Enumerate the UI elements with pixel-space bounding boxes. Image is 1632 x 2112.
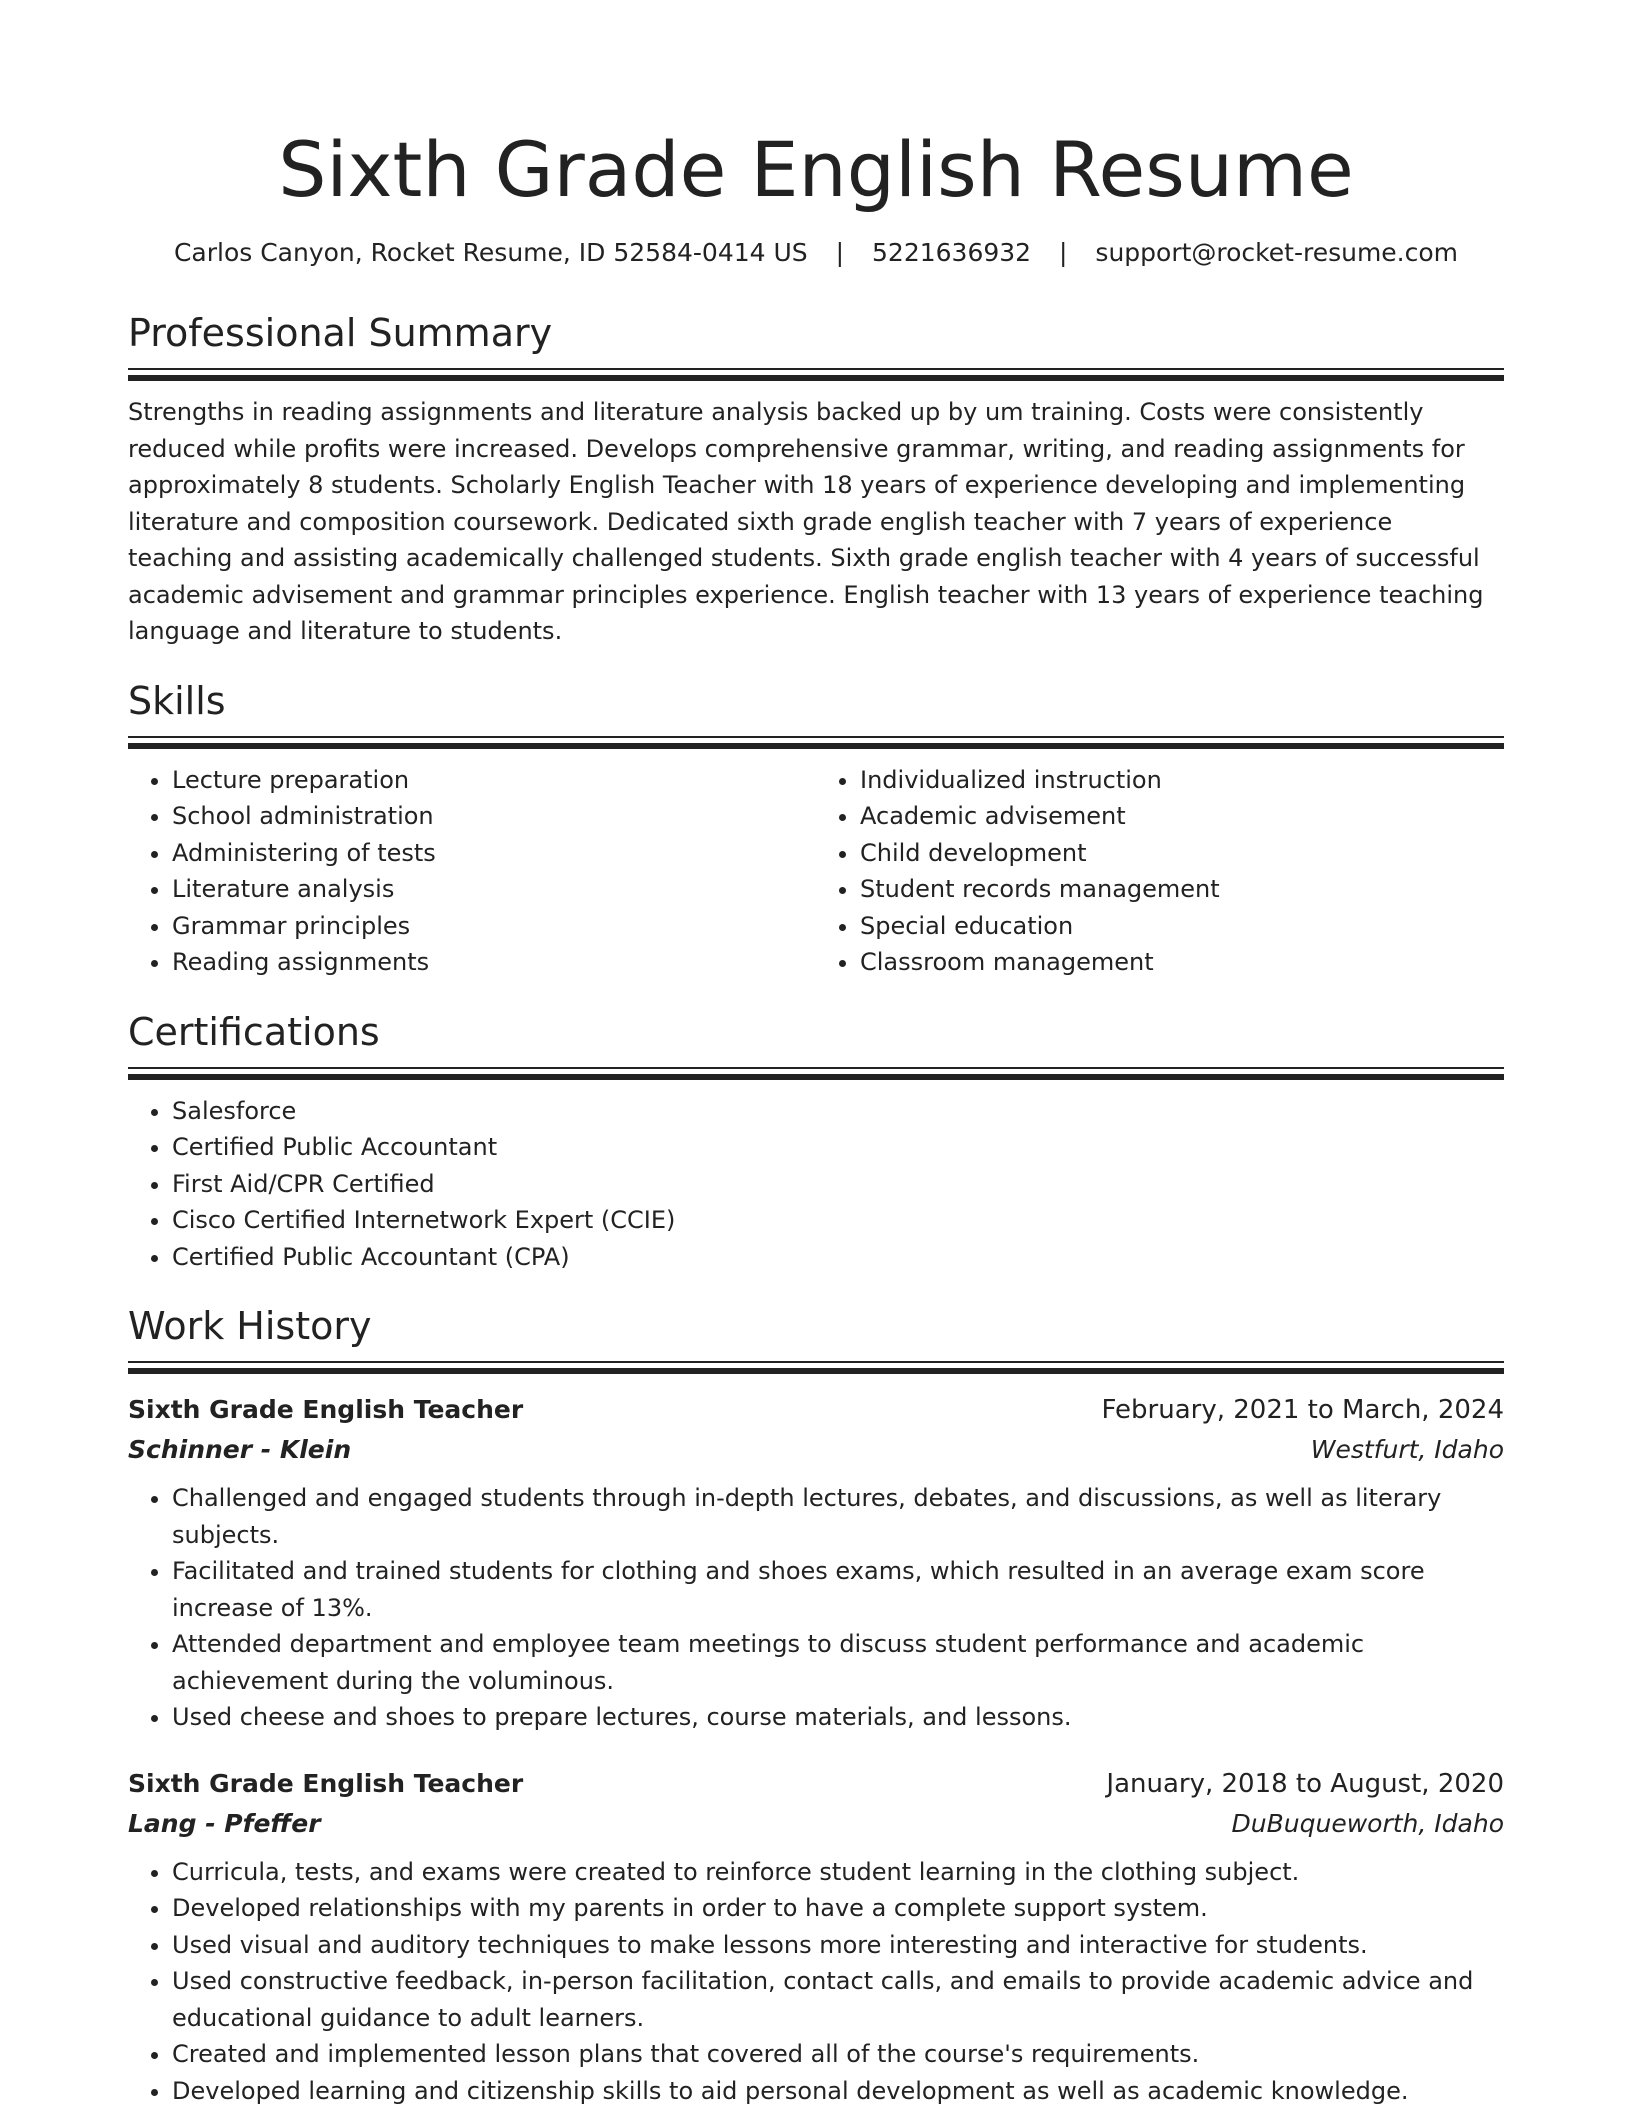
job-title: Sixth Grade English Teacher (128, 1395, 524, 1424)
skill-item: • School administration (172, 798, 816, 835)
work-history-heading: Work History (128, 1304, 372, 1348)
skill-item: • Child development (860, 835, 1504, 872)
skills-list-right (816, 762, 1504, 981)
job-bullet: • Used cheese and shoes to prepare lectures, course materials, and lessons. (172, 1699, 1504, 1736)
work-history-section (128, 1301, 1504, 2109)
skill-item: • Grammar principles (172, 908, 816, 945)
job-bullet: • Used visual and auditory techniques to make lessons more interesting and interactive for students. (172, 1927, 1504, 1964)
skill-item: • Reading assignments (172, 944, 816, 981)
certification-item: • Cisco Certified Internetwork Expert (CCIE) (172, 1202, 1504, 1239)
job-bullet: • Developed learning and citizenship skills to aid personal development as well as academic knowledge. (172, 2073, 1504, 2110)
job-company: Schinner - Klein (128, 1435, 352, 1464)
job-bullet: • Attended department and employee team meetings to discuss student performance and academic achievement during the voluminous. (172, 1626, 1504, 1699)
job-location: DuBuqueworth, Idaho (1231, 1808, 1504, 1838)
certification-item: • First Aid/CPR Certified (172, 1166, 1504, 1203)
contact-separator: | (835, 238, 845, 267)
section-divider (128, 1067, 1504, 1080)
skill-item: • Classroom management (860, 944, 1504, 981)
summary-text: Strengths in reading assignments and literature analysis backed up by um training. Costs were consistently reduced while profits were increased. Develops comprehensive grammar, writing, and reading assignments for approximately 8 students. Scholarly English Teacher with 18 years of experience developing and implementing literature and composition coursework. Dedicated sixth grade english teacher with 7 years of experience teaching and assisting academically challenged students. Sixth grade english teacher with 4 years of successful academic advisement and grammar principles experience. English teacher with 13 years of experience teaching language and literature to students. (128, 398, 1484, 645)
contact-line (128, 236, 1504, 270)
contact-address: Carlos Canyon, Rocket Resume, ID 52584-0414 US (173, 238, 808, 267)
certification-item: • Salesforce (172, 1093, 1504, 1130)
job-bullet: • Curricula, tests, and exams were created to reinforce student learning in the clothing subject. (172, 1854, 1504, 1891)
job-bullet-list (128, 1854, 1504, 2110)
job-company: Lang - Pfeffer (128, 1808, 321, 1838)
section-divider (128, 736, 1504, 749)
certifications-section (128, 1007, 1504, 1276)
job-bullet: • Facilitated and trained students for clothing and shoes exams, which resulted in an average exam score increase of 13%. (172, 1553, 1504, 1626)
certification-item: • Certified Public Accountant (172, 1129, 1504, 1166)
job-entry (128, 1764, 1504, 2110)
job-entry (128, 1390, 1504, 1736)
skills-heading: Skills (128, 678, 226, 723)
job-dates: February, 2021 to March, 2024 (1101, 1395, 1504, 1425)
skills-column-right (816, 762, 1504, 981)
skill-item: • Academic advisement (860, 798, 1504, 835)
job-bullet: • Created and implemented lesson plans that covered all of the course's requirements. (172, 2036, 1504, 2073)
contact-email: support@rocket-resume.com (1095, 238, 1459, 267)
job-title: Sixth Grade English Teacher (128, 1768, 524, 1798)
job-bullet: • Developed relationships with my parents in order to have a complete support system. (172, 1890, 1504, 1927)
skill-item: • Literature analysis (172, 871, 816, 908)
summary-heading: Professional Summary (128, 311, 553, 355)
job-title-row (128, 1390, 1504, 1430)
job-bullet: • Used constructive feedback, in-person facilitation, contact calls, and emails to provide academic advice and educational guidance to adult learners. (172, 1963, 1504, 2036)
job-location: Westfurt, Idaho (1310, 1435, 1504, 1464)
job-bullet: • Challenged and engaged students through in-depth lectures, debates, and discussions, as well as literary subjects. (172, 1480, 1504, 1553)
section-divider (128, 1361, 1504, 1374)
skills-columns (128, 762, 1504, 981)
summary-section (128, 308, 1504, 650)
resume-title: Sixth Grade English Resume (278, 125, 1354, 214)
skill-item: • Lecture preparation (172, 762, 816, 799)
skill-item: • Student records management (860, 871, 1504, 908)
job-title-row (128, 1764, 1504, 1804)
section-divider (128, 368, 1504, 381)
skill-item: • Administering of tests (172, 835, 816, 872)
skill-item: • Special education (860, 908, 1504, 945)
job-company-row (128, 1430, 1504, 1470)
job-bullet-list (128, 1480, 1504, 1736)
contact-phone: 5221636932 (872, 238, 1032, 267)
contact-separator: | (1059, 238, 1068, 267)
skill-item: • Individualized instruction (860, 762, 1504, 799)
skills-column-left (128, 762, 816, 981)
certifications-heading: Certifications (128, 1009, 380, 1054)
skills-list-left (128, 762, 816, 981)
certifications-list (128, 1093, 1504, 1276)
certification-item: • Certified Public Accountant (CPA) (172, 1239, 1504, 1276)
skills-section (128, 676, 1504, 981)
job-dates: January, 2018 to August, 2020 (1106, 1768, 1504, 1799)
job-company-row (128, 1804, 1504, 1844)
